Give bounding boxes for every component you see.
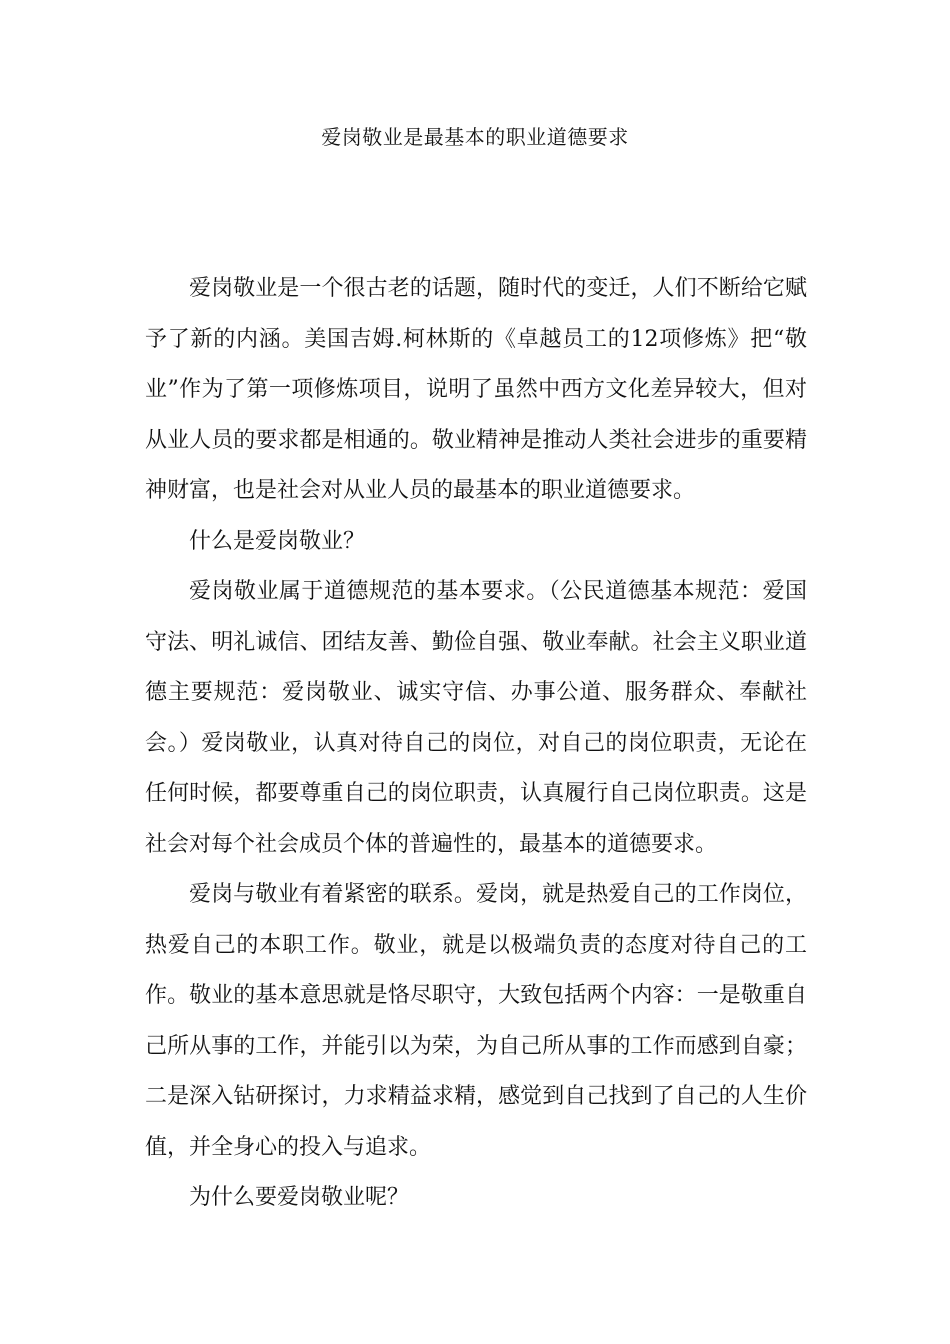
- paragraph-question-why: 为什么要爱岗敬业呢？: [189, 1185, 410, 1210]
- paragraph-definition: 爱岗敬业属于道德规范的基本要求。（公民道德基本规范：爱国守法、明礼诚信、团结友善、勤俭自强、敬业奉献。社会主义职业道德主要规范：爱岗敬业、诚实守信、办事公道、服务群众、奉献社会。）爱岗敬业，认真对待自己的岗位，对自己的岗位职责，无论在任何时候，都要尊重自己的岗位职责，认真履行自己岗位职责。这是社会对每个社会成员个体的普遍性的，最基本的道德要求。: [145, 579, 807, 857]
- document-title: 爱岗敬业是最基本的职业道德要求: [321, 125, 629, 149]
- paragraph-question-what: 什么是爱岗敬业？: [189, 528, 366, 554]
- document-body: [145, 264, 807, 1224]
- paragraph-relationship: 爱岗与敬业有着紧密的联系。爱岗，就是热爱自己的工作岗位，热爱自己的本职工作。敬业，就是以极端负责的态度对待自己的工作。敬业的基本意思就是恪尽职守，大致包括两个内容：一是敬重自己所从事的工作，并能引以为荣，为自己所从事的工作而感到自豪；二是深入钻研探讨，力求精益求精，感觉到自己找到了自己的人生价值，并全身心的投入与追求。: [145, 882, 807, 1160]
- paragraph-intro: 爱岗敬业是一个很古老的话题，随时代的变迁，人们不断给它赋予了新的内涵。美国吉姆.柯林斯的《卓越员工的12项修炼》把“敬业”作为了第一项修炼项目，说明了虽然中西方文化差异较大，但对从业人员的要求都是相通的。敬业精神是推动人类社会进步的重要精神财富，也是社会对从业人员的最基本的职业道德要求。: [145, 276, 807, 503]
